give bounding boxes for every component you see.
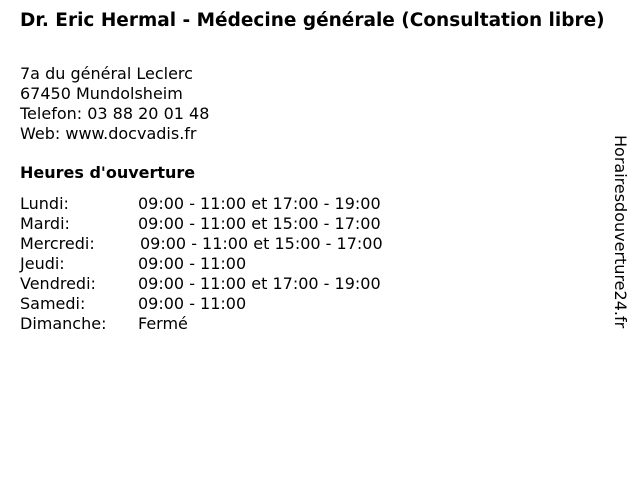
hours-row-lundi <box>20 194 381 214</box>
hours-row-jeudi <box>20 254 247 274</box>
hours-heading: Heures d'ouverture <box>20 163 196 182</box>
hours-row-vendredi <box>20 274 381 294</box>
city-postcode: 67450 Mundolsheim <box>20 84 183 103</box>
time-range: 09:00 - 11:00 <box>138 294 247 313</box>
time-range: 09:00 - 11:00 et 15:00 - 17:00 <box>140 234 383 253</box>
time-range: 09:00 - 11:00 et 15:00 - 17:00 <box>138 214 381 233</box>
day-label: Lundi: <box>20 194 69 213</box>
contact-block <box>20 64 209 144</box>
site-watermark: Horairesdouverture24.fr <box>611 135 630 329</box>
day-label: Dimanche: <box>20 314 107 333</box>
time-range: 09:00 - 11:00 et 17:00 - 19:00 <box>138 274 381 293</box>
opening-hours-list <box>20 194 383 334</box>
day-label: Mercredi: <box>20 234 95 253</box>
hours-row-samedi <box>20 294 247 314</box>
day-label: Mardi: <box>20 214 70 233</box>
website: Web: www.docvadis.fr <box>20 124 197 143</box>
time-range: Fermé <box>138 314 188 333</box>
phone-number: Telefon: 03 88 20 01 48 <box>20 104 210 123</box>
hours-row-dimanche <box>20 314 188 334</box>
hours-row-mardi <box>20 214 381 234</box>
street-address: 7a du général Leclerc <box>20 64 193 83</box>
hours-row-mercredi <box>20 234 383 254</box>
time-range: 09:00 - 11:00 et 17:00 - 19:00 <box>138 194 381 213</box>
page-title: Dr. Eric Hermal - Médecine générale (Consultation libre) <box>20 10 605 31</box>
time-range: 09:00 - 11:00 <box>138 254 247 273</box>
day-label: Vendredi: <box>20 274 96 293</box>
day-label: Samedi: <box>20 294 86 313</box>
day-label: Jeudi: <box>20 254 65 273</box>
